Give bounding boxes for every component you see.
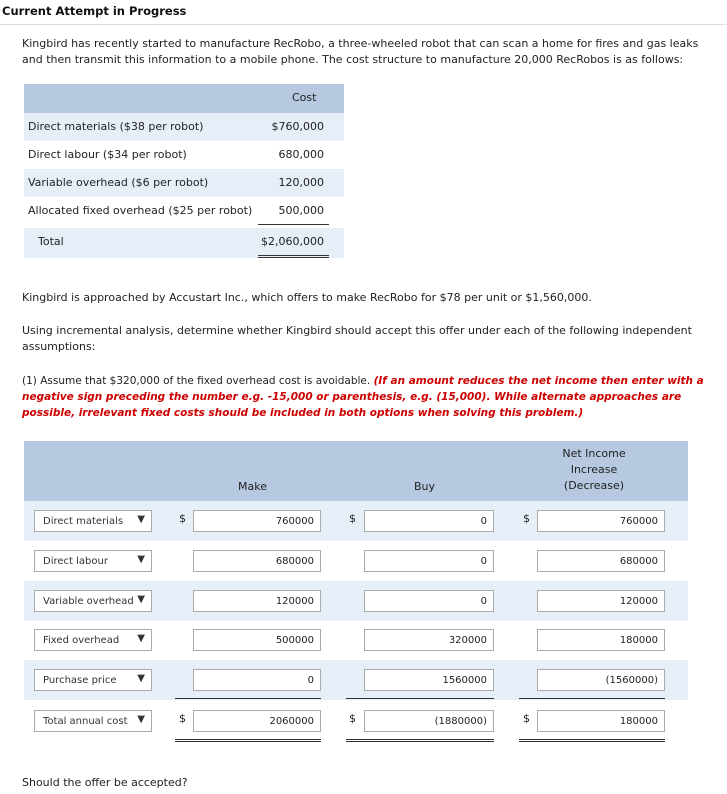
make-input-value: 0	[307, 675, 314, 686]
analysis-row	[24, 581, 688, 621]
buy-input[interactable]	[364, 629, 494, 651]
part1-assumption: (1) Assume that $320,000 of the fixed overhead cost is avoidable.	[22, 375, 371, 387]
net-input[interactable]	[537, 550, 665, 572]
make-input-value: 2060000	[269, 716, 314, 727]
chevron-down-icon: ▼	[137, 554, 145, 565]
buy-input[interactable]	[364, 550, 494, 572]
subtotal-rule	[519, 698, 665, 699]
net-input[interactable]	[537, 590, 665, 612]
buy-input-value: 0	[480, 556, 487, 567]
item-select-value: Fixed overhead	[43, 635, 120, 646]
make-input[interactable]	[193, 510, 321, 532]
buy-input-value: 320000	[448, 635, 487, 646]
cost-table-header	[24, 84, 344, 113]
dollar-sign: $	[179, 512, 186, 525]
analysis-row	[24, 541, 688, 581]
make-input-value: 120000	[275, 596, 314, 607]
chevron-down-icon: ▼	[137, 633, 145, 644]
item-select[interactable]	[34, 669, 152, 691]
part1-note: (If an amount reduces the net income then enter with a negative sign preceding the number e.g. -15,000 or parenthesis, e.g. (15,000). While alternate approaches are possible, irrelevant fixed costs should be included in both options when solving this problem.)	[22, 375, 704, 419]
item-select-value: Direct materials	[43, 516, 124, 527]
make-input-value: 680000	[275, 556, 314, 567]
make-column-header: Make	[238, 480, 267, 493]
total-double-rule	[519, 739, 665, 742]
cost-row-value: 500,000	[278, 204, 324, 217]
make-input[interactable]	[193, 629, 321, 651]
attempt-banner	[0, 0, 727, 25]
total-double-rule	[175, 739, 321, 742]
instruction-text: Using incremental analysis, determine whether Kingbird should accept this offer under each of the following independent assumptions:	[22, 324, 692, 353]
cost-subtotal-rule	[258, 224, 329, 225]
item-select[interactable]	[34, 710, 152, 732]
cost-row	[24, 197, 344, 225]
make-input[interactable]	[193, 710, 321, 732]
dollar-sign: $	[523, 512, 530, 525]
buy-input-value: 1560000	[442, 675, 487, 686]
item-select[interactable]	[34, 510, 152, 532]
accept-offer-question: Should the offer be accepted?	[22, 776, 188, 789]
buy-input[interactable]	[364, 710, 494, 732]
cost-total-row	[24, 228, 344, 258]
buy-input-value: 0	[480, 596, 487, 607]
cost-column-header: Cost	[292, 91, 317, 104]
buy-input[interactable]	[364, 590, 494, 612]
part1-text	[22, 373, 712, 421]
buy-input[interactable]	[364, 669, 494, 691]
cost-row	[24, 141, 344, 169]
cost-row	[24, 113, 344, 141]
item-select-value: Variable overhead	[43, 596, 134, 607]
make-input[interactable]	[193, 590, 321, 612]
dollar-sign: $	[349, 512, 356, 525]
buy-input[interactable]	[364, 510, 494, 532]
chevron-down-icon: ▼	[137, 594, 145, 605]
cost-row-label: Variable overhead ($6 per robot)	[28, 176, 209, 189]
subtotal-rule	[346, 698, 494, 699]
cost-row	[24, 169, 344, 197]
cost-row-label: Allocated fixed overhead ($25 per robot)	[28, 204, 253, 217]
net-input-value: (1560000)	[605, 675, 658, 686]
make-input-value: 500000	[275, 635, 314, 646]
cost-row-label: Direct materials ($38 per robot)	[28, 120, 204, 133]
total-double-rule	[346, 739, 494, 742]
analysis-total-row	[24, 700, 688, 744]
buy-input-value: (1880000)	[434, 716, 487, 727]
net-input[interactable]	[537, 629, 665, 651]
cost-row-value: 680,000	[278, 148, 324, 161]
chevron-down-icon: ▼	[137, 673, 145, 684]
analysis-table-header	[24, 441, 688, 501]
cost-row-value: 120,000	[278, 176, 324, 189]
net-input[interactable]	[537, 669, 665, 691]
item-select-value: Total annual cost	[43, 716, 128, 727]
item-select[interactable]	[34, 550, 152, 572]
net-income-column-header: Net Income Increase (Decrease)	[562, 447, 626, 492]
item-select[interactable]	[34, 590, 152, 612]
net-input-value: 680000	[619, 556, 658, 567]
item-select[interactable]	[34, 629, 152, 651]
chevron-down-icon: ▼	[137, 714, 145, 725]
offer-text: Kingbird is approached by Accustart Inc., which offers to make RecRobo for $78 per unit or $1,560,000.	[22, 291, 592, 304]
net-input[interactable]	[537, 510, 665, 532]
make-input[interactable]	[193, 669, 321, 691]
cost-total-value: $2,060,000	[261, 235, 324, 248]
net-input-value: 120000	[619, 596, 658, 607]
dollar-sign: $	[523, 712, 530, 725]
net-input[interactable]	[537, 710, 665, 732]
make-input[interactable]	[193, 550, 321, 572]
analysis-row	[24, 660, 688, 700]
buy-column-header: Buy	[414, 480, 436, 493]
cost-row-value: $760,000	[271, 120, 324, 133]
cost-total-double-rule	[258, 255, 329, 258]
net-input-value: 180000	[619, 635, 658, 646]
net-input-value: 760000	[619, 516, 658, 527]
subtotal-rule	[175, 698, 321, 699]
problem-intro: Kingbird has recently started to manufacture RecRobo, a three-wheeled robot that can scan a home for fires and gas leaks and then transmit this information to a mobile phone. The cost structure to manufacture 20,000 RecRobos is as follows:	[22, 37, 699, 66]
item-select-value: Purchase price	[43, 675, 117, 686]
analysis-row	[24, 501, 688, 541]
make-input-value: 760000	[275, 516, 314, 527]
analysis-row	[24, 621, 688, 661]
buy-input-value: 0	[480, 516, 487, 527]
cost-total-label: Total	[38, 235, 64, 248]
chevron-down-icon: ▼	[137, 514, 145, 525]
dollar-sign: $	[179, 712, 186, 725]
cost-row-label: Direct labour ($34 per robot)	[28, 148, 187, 161]
item-select-value: Direct labour	[43, 556, 108, 567]
dollar-sign: $	[349, 712, 356, 725]
attempt-banner-title: Current Attempt in Progress	[2, 4, 187, 18]
net-input-value: 180000	[619, 716, 658, 727]
